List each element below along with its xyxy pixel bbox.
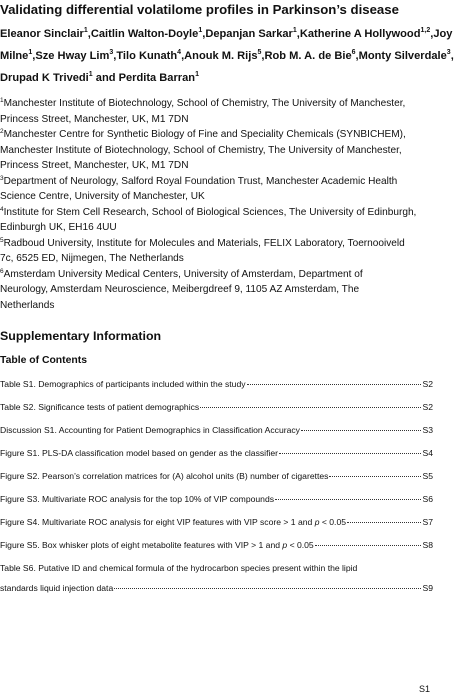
author: Drupad K Trivedi$^1$ and xyxy=(0,71,116,84)
toc-page-ref: S7 xyxy=(422,517,433,527)
author: Anouk M. Rijs$^5$, xyxy=(184,49,265,62)
affiliation-6: $^6$Amsterdam University Medical Centers, University of Amsterdam, Department of Neurology, Amsterdam Neuroscience, Meibergdreef 9, 1105 AZ Amsterdam, The Netherlands xyxy=(0,267,363,311)
author: Caitlin Walton-Doyle$^1$, xyxy=(90,27,206,40)
toc-entry-table-s1[interactable]: Table S1. Demographics of participants included within the study S2 xyxy=(0,374,433,394)
affiliation-list xyxy=(0,96,433,313)
toc-entry-table-s2[interactable]: Table S2. Significance tests of patient demographics S2 xyxy=(0,397,433,417)
author: Rob M. A. de Bie$^6$, xyxy=(264,49,359,62)
toc-entry-figure-s2[interactable]: Figure S2. Pearson’s correlation matrices for (A) alcohol units (B) number of cigarettes S5 xyxy=(0,466,433,486)
toc-page-ref: S8 xyxy=(422,540,433,550)
toc-entry-line: Table S6. Putative ID and chemical formula of the hydrocarbon species present within the lipid xyxy=(0,563,358,573)
toc-entry-table-s6[interactable] xyxy=(0,558,433,598)
author-line-2 xyxy=(0,45,454,67)
toc-page-ref: S4 xyxy=(422,448,433,458)
author: Sze Hway Lim$^3$, xyxy=(35,49,117,62)
toc-page-ref: S9 xyxy=(422,583,433,593)
toc-entry-figure-s4[interactable]: Figure S4. Multivariate ROC analysis for eight VIP features with VIP score > 1 and p < 0.05 S7 xyxy=(0,512,433,532)
author: Katherine A Hollywood$^{1,2}$, xyxy=(299,27,434,40)
author: Joy xyxy=(433,28,453,40)
toc-entry-figure-s5[interactable]: Figure S5. Box whisker plots of eight metabolite features with VIP > 1 and p < 0.05 S8 xyxy=(0,535,433,555)
toc-entry-figure-s3[interactable]: Figure S3. Multivariate ROC analysis for the top 10% of VIP compounds S6 xyxy=(0,489,433,509)
author: Perdita Barran$^1$ xyxy=(118,71,199,84)
toc-page-ref: S6 xyxy=(422,494,433,504)
affiliation-3: $^3$Department of Neurology, Salford Royal Foundation Trust, Manchester Academic Health Science Centre, University of Manchester, UK xyxy=(0,174,398,202)
author-line-1 xyxy=(0,23,453,45)
affiliation-5: $^5$Radboud University, Institute for Molecules and Materials, FELIX Laboratory, Toernooiveld 7c, 6525 ED, Nijmegen, The Netherlands xyxy=(0,236,405,264)
author: Milne$^1$, xyxy=(0,49,36,62)
toc-page-ref: S5 xyxy=(422,471,433,481)
toc-page-ref: S3 xyxy=(422,425,433,435)
toc-entry-line: standards liquid injection data S9 xyxy=(0,578,433,598)
toc-entry-figure-s1[interactable]: Figure S1. PLS-DA classification model based on gender as the classifier S4 xyxy=(0,443,433,463)
author: Depanjan Sarkar$^1$, xyxy=(205,27,300,40)
affiliation-2: $^2$Manchester Centre for Synthetic Biology of Fine and Speciality Chemicals (SYNBICHEM), Manchester Institute of Biotechnology, School of Chemistry, The University of Manchester, Princess Street, Manchester, UK, M1 7DN xyxy=(0,128,406,171)
author: Eleanor Sinclair$^1$, xyxy=(0,27,91,40)
affiliation-4: $^4$Institute for Stem Cell Research, School of Biological Sciences, The University of Edinburgh, Edinburgh UK, EH16 4UU xyxy=(0,205,417,233)
page-number: S1 xyxy=(418,684,430,694)
supplementary-title: Supplementary Information xyxy=(0,329,162,343)
author: Monty Silverdale$^3$, xyxy=(358,49,454,62)
paper-title: Validating differential volatilome profiles in Parkinson’s disease xyxy=(0,2,399,17)
toc-heading: Table of Contents xyxy=(0,355,87,366)
author-line-3 xyxy=(0,67,433,89)
toc-page-ref: S2 xyxy=(422,379,433,389)
toc-page-ref: S2 xyxy=(422,402,433,412)
author: Tilo Kunath$^4$, xyxy=(116,49,185,62)
affiliation-1: $^1$Manchester Institute of Biotechnology, School of Chemistry, The University of Manchester, Princess Street, Manchester, UK, M1 7DN xyxy=(0,97,406,125)
toc-entry-discussion-s1[interactable]: Discussion S1. Accounting for Patient Demographics in Classification Accuracy S3 xyxy=(0,420,433,440)
author-list xyxy=(0,23,454,89)
